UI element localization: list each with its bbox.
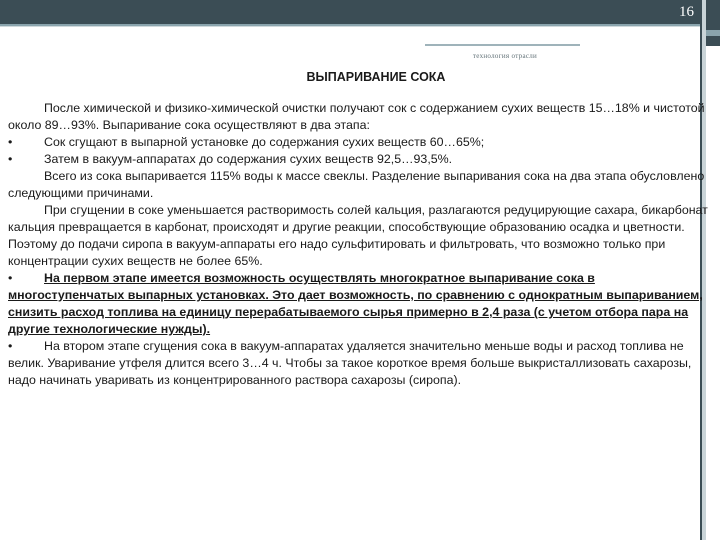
bullet-text-1: Сок сгущают в выпарной установке до содержания сухих веществ 60…65%;: [44, 135, 485, 149]
slide-title: ВЫПАРИВАНИЕ СОКА: [306, 70, 446, 84]
paragraph-thickening: При сгущении в соке уменьшается растворимость солей кальция, разлагаются редуцирующие сахара, бикарбонат кальция превращается в карбонат, происходят и другие реакции, способствующие образованию осадка и цветности. Поэтому до подачи сиропа в вакуум-аппараты его надо сульфитировать и фильтровать, что возможно только при концентрации сухих веществ не более 65%.: [8, 203, 708, 268]
bullet-item-3: [8, 270, 708, 338]
bullet-item-1: [8, 134, 708, 151]
bullet-text-3-emphasis: На первом этапе имеется возможность осуществлять многократное выпаривание сока в многоступенчатых выпарных установках. Это дает возможность, по сравнению с однократным выпариванием, снизить расход топлива на единицу перерабатываемого сырья примерно в 2,4 раза (с учетом отбора пара на другие технологические нужды).: [8, 271, 703, 336]
paragraph-water: Всего из сока выпаривается 115% воды к массе свеклы. Разделение выпаривания сока на два этапа обусловлено следующими причинами.: [8, 169, 705, 200]
bullet-icon: •: [8, 135, 13, 149]
slide-top-accent-light: [0, 26, 701, 27]
bullet-item-4: [8, 338, 708, 389]
header-note: технология отрасли: [472, 52, 538, 60]
bullet-icon: •: [8, 339, 13, 353]
slide-corner-block: [706, 0, 720, 30]
slide-body: [8, 100, 708, 389]
bullet-icon: •: [8, 271, 13, 285]
slide-top-bar: [0, 0, 701, 24]
paragraph-intro: После химической и физико-химической очистки получают сок с содержанием сухих веществ 15…18% и чистотой около 89…93%. Выпаривание сока осуществляют в два этапа:: [8, 101, 705, 132]
header-rule: [425, 44, 580, 46]
page-number: 16: [679, 4, 694, 20]
bullet-item-2: [8, 151, 708, 168]
bullet-text-2: Затем в вакуум-аппаратах до содержания сухих веществ 92,5…93,5%.: [44, 152, 453, 166]
bullet-icon: •: [8, 152, 13, 166]
slide-corner-bar: [706, 36, 720, 46]
bullet-text-4: На втором этапе сгущения сока в вакуум-аппаратах удаляется значительно меньше воды и расход топлива не велик. Уваривание утфеля длится всего 3…4 ч. Чтобы за такое короткое время больше выкристаллизовать сахарозы, надо начинать уваривать из концентрированного раствора сахарозы (сиропа).: [8, 339, 692, 387]
